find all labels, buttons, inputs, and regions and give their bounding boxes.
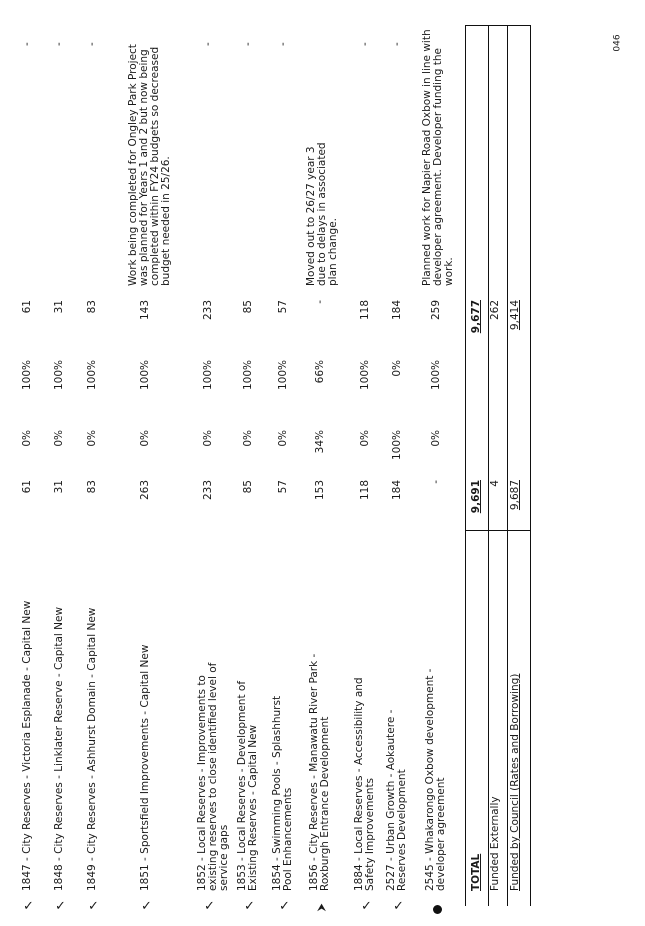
row-dash: - xyxy=(53,42,65,46)
row-description: 1856 - City Reserves - Manawatu River Park - Roxburgh Entrance Development xyxy=(308,653,331,891)
totals-top-rule xyxy=(465,26,466,906)
row-description: 1848 - City Reserves - Linklater Reserve - Capital New xyxy=(53,606,65,891)
row-pct-b: 100% xyxy=(430,360,442,391)
row-amount: 85 xyxy=(242,300,254,314)
row-budget: 61 xyxy=(21,480,33,494)
row-dash: - xyxy=(277,42,289,46)
row-pct-b: 0% xyxy=(391,360,403,377)
totals-bottom-rule xyxy=(530,26,531,906)
row-budget: 83 xyxy=(86,480,98,494)
table-row xyxy=(354,0,386,926)
table-row xyxy=(197,0,229,926)
tick-icon: ✓ xyxy=(279,899,290,915)
row-comment: Moved out to 26/27 year 3 due to delays in associated plan change. xyxy=(305,142,339,286)
row-dash: - xyxy=(391,42,403,46)
total-amount: 9,677 xyxy=(470,300,482,334)
row-pct-a: 0% xyxy=(21,430,33,447)
row-budget: 153 xyxy=(314,480,326,501)
row-amount: 31 xyxy=(53,300,65,314)
arrow-icon: ⮝ xyxy=(316,900,327,914)
row-description: 1849 - City Reserves - Ashhurst Domain - Capital New xyxy=(86,607,98,891)
row-amount: 83 xyxy=(86,300,98,314)
row-pct-a: 0% xyxy=(86,430,98,447)
row-pct-a: 0% xyxy=(53,430,65,447)
row-pct-a: 0% xyxy=(277,430,289,447)
row-amount: 61 xyxy=(21,300,33,314)
tick-icon: ✓ xyxy=(88,899,99,915)
row-pct-b: 100% xyxy=(242,360,254,391)
row-dash: - xyxy=(86,42,98,46)
table-row xyxy=(237,0,267,926)
table-row xyxy=(128,0,183,926)
table-row xyxy=(422,0,460,926)
row-pct-a: 0% xyxy=(242,430,254,447)
row-comment: Work being completed for Ongley Park Project was planned for Years 1 and 2 but now being completed within FY24 budgets so decreased budget needed in 25/26. xyxy=(127,44,172,286)
row-amount: 259 xyxy=(430,300,442,321)
row-dash: - xyxy=(242,42,254,46)
table-row xyxy=(272,0,302,926)
row-pct-a: 0% xyxy=(202,430,214,447)
total-amount: 9,414 xyxy=(509,300,521,331)
status-dot-icon xyxy=(432,905,445,914)
row-description: 1884 - Local Reserves - Accessibility and Safety Improvements xyxy=(353,677,376,891)
row-budget: 184 xyxy=(391,480,403,501)
table-row xyxy=(54,0,84,926)
total-amount: 262 xyxy=(489,300,501,321)
totals-rule xyxy=(507,26,508,906)
row-comment: Planned work for Napier Road Oxbow in line with developer agreement. Developer funding the work. xyxy=(421,29,455,286)
row-description: 1853 - Local Reserves - Development of Existing Reserves - Capital New xyxy=(236,680,259,891)
row-dash: - xyxy=(202,42,214,46)
totals-rule xyxy=(488,26,489,906)
row-budget: 85 xyxy=(242,480,254,494)
table-row xyxy=(386,0,416,926)
total-budget: 9,691 xyxy=(470,480,482,514)
row-pct-b: 100% xyxy=(359,360,371,391)
tick-icon: ✓ xyxy=(55,899,66,915)
row-pct-b: 100% xyxy=(202,360,214,391)
row-budget: 57 xyxy=(277,480,289,494)
row-dash: - xyxy=(21,42,33,46)
row-pct-b: 100% xyxy=(86,360,98,391)
row-budget: 233 xyxy=(202,480,214,501)
total-label: Funded by Council (Rates and Borrowing) xyxy=(509,673,521,891)
row-pct-a: 0% xyxy=(359,430,371,447)
row-amount: 118 xyxy=(359,300,371,321)
row-amount: 184 xyxy=(391,300,403,321)
row-description: 2545 - Whakarongo Oxbow development - developer agreement xyxy=(424,668,447,891)
total-label: Funded Externally xyxy=(489,796,501,891)
row-description: 2527 - Urban Growth - Aokautere - Reserves Development xyxy=(385,709,408,891)
row-budget: 31 xyxy=(53,480,65,494)
row-amount: 57 xyxy=(277,300,289,314)
row-pct-a: 34% xyxy=(314,430,326,454)
row-amount: - xyxy=(314,300,326,304)
row-description: 1851 - Sportsfield Improvements - Capital New xyxy=(139,644,151,891)
total-row xyxy=(490,0,508,926)
row-pct-b: 100% xyxy=(21,360,33,391)
table-row xyxy=(22,0,52,926)
tick-icon: ✓ xyxy=(141,899,152,915)
row-pct-a: 0% xyxy=(430,430,442,447)
total-row xyxy=(471,0,489,926)
tick-icon: ✓ xyxy=(204,899,215,915)
total-row xyxy=(510,0,528,926)
page-number: 046 xyxy=(612,34,623,52)
row-pct-b: 66% xyxy=(314,360,326,384)
row-dash: - xyxy=(359,42,371,46)
row-budget: - xyxy=(430,480,442,484)
total-budget: 4 xyxy=(489,480,501,487)
row-description: 1852 - Local Reserves - Improvements to existing reserves to close identified level of service gaps xyxy=(196,662,230,891)
row-pct-b: 100% xyxy=(277,360,289,391)
tick-icon: ✓ xyxy=(23,899,34,915)
row-amount: 143 xyxy=(139,300,151,321)
tick-icon: ✓ xyxy=(393,899,404,915)
row-pct-a: 0% xyxy=(139,430,151,447)
total-label: TOTAL xyxy=(470,853,482,891)
tick-icon: ✓ xyxy=(361,899,372,915)
row-pct-b: 100% xyxy=(139,360,151,391)
row-pct-b: 100% xyxy=(53,360,65,391)
tick-icon: ✓ xyxy=(244,899,255,915)
table-row xyxy=(306,0,350,926)
row-description: 1847 - City Reserves - Victoria Esplanade - Capital New xyxy=(21,600,33,891)
row-pct-a: 100% xyxy=(391,430,403,461)
row-budget: 263 xyxy=(139,480,151,501)
total-budget: 9,687 xyxy=(509,480,521,511)
row-description: 1854 - Swimming Pools - Splashhurst Pool Enhancements xyxy=(271,695,294,891)
table-row xyxy=(87,0,117,926)
row-budget: 118 xyxy=(359,480,371,501)
row-amount: 233 xyxy=(202,300,214,321)
